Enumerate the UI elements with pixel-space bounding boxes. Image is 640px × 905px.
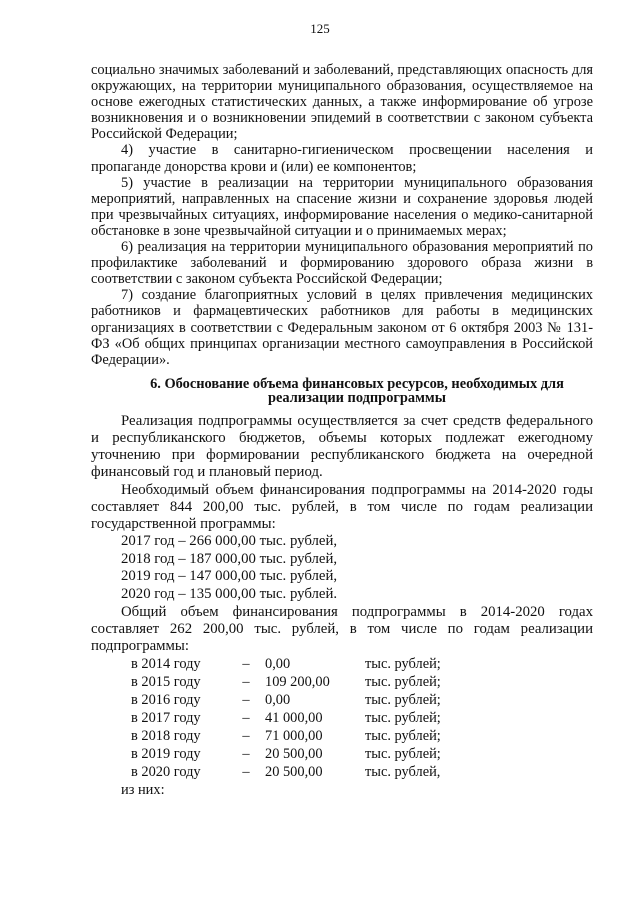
- yearly-funding-item: 2020 год – 135 000,00 тыс. рублей.: [121, 585, 338, 602]
- paragraph-item-5: 5) участие в реализации на территории муниципального образования мероприятий, направленных на спасение жизни и сохранение здоровья людей при чрезвычайных ситуациях, информирование населения о медико-санитарной обстановке в зоне чрезвычайной ситуации и о принимаемых мерах;: [91, 174, 593, 239]
- financing-dash: –: [242, 764, 250, 781]
- financing-amount: 20 500,00: [265, 746, 323, 763]
- paragraph-funding-volume: Необходимый объем финансирования подпрограммы на 2014-2020 годы составляет 844 200,00 тыс. рублей, в том числе по годам реализации государственной программы:: [91, 481, 593, 532]
- footer-text: из них:: [121, 782, 165, 799]
- yearly-funding-list: [91, 533, 593, 603]
- financing-year: в 2019 году: [131, 746, 201, 763]
- financing-unit: тыс. рублей;: [365, 746, 441, 763]
- page-number: 125: [310, 21, 330, 36]
- financing-row: [91, 763, 593, 781]
- financing-row: [91, 745, 593, 763]
- financing-dash: –: [242, 710, 250, 727]
- financing-dash: –: [242, 674, 250, 691]
- financing-amount: 0,00: [265, 692, 291, 709]
- financing-amount: 41 000,00: [265, 710, 323, 727]
- paragraph-continuation: социально значимых заболеваний и заболеваний, представляющих опасность для окружающих, на территории муниципального образования, осуществляемое на основе ежегодных статистических данных, а также информирование об угрозе возникновения и о возникновении эпидемий в соответствии с законом субъекта Российской Федерации;: [91, 62, 593, 143]
- financing-unit: тыс. рублей;: [365, 674, 441, 691]
- financing-year: в 2020 году: [131, 764, 201, 781]
- financing-amount: 0,00: [265, 656, 291, 673]
- financing-row: [91, 691, 593, 709]
- financing-unit: тыс. рублей;: [365, 692, 441, 709]
- financing-unit: тыс. рублей;: [365, 710, 441, 727]
- financing-unit: тыс. рублей;: [365, 728, 441, 745]
- section-heading-line2: реализации подпрограммы: [268, 389, 446, 406]
- financing-amount: 71 000,00: [265, 728, 323, 745]
- section-heading: [91, 377, 593, 405]
- yearly-funding-item: 2018 год – 187 000,00 тыс. рублей,: [121, 550, 338, 567]
- section-heading-line1: 6. Обоснование объема финансовых ресурсов, необходимых для: [150, 375, 564, 392]
- financing-row: [91, 709, 593, 727]
- financing-year: в 2014 году: [131, 656, 201, 673]
- financing-dash: –: [242, 692, 250, 709]
- yearly-funding-item: 2019 год – 147 000,00 тыс. рублей,: [121, 568, 338, 585]
- paragraph-item-7: 7) создание благоприятных условий в целях привлечения медицинских работников и фармацевтических работников для работы в медицинских организациях в соответствии с Федеральным законом от 6 октября 2003 № 131-ФЗ «Об общих принципах организации местного самоуправления в Российской Федерации».: [91, 287, 593, 368]
- paragraph-total-funding: Общий объем финансирования подпрограммы в 2014-2020 годах составляет 262 200,00 тыс. рублей, в том числе по годам реализации подпрограммы:: [91, 603, 593, 654]
- paragraph-item-4: 4) участие в санитарно-гигиеническом просвещении населения и пропаганде донорства крови и (или) ее компонентов;: [91, 142, 593, 175]
- paragraph-item-6: 6) реализация на территории муниципального образования мероприятий по профилактике заболеваний и формированию здорового образа жизни в соответствии с законом субъекта Российской Федерации;: [91, 239, 593, 288]
- financing-table: [91, 655, 593, 781]
- financing-unit: тыс. рублей,: [365, 764, 441, 781]
- financing-dash: –: [242, 728, 250, 745]
- document-body: [91, 62, 593, 799]
- financing-dash: –: [242, 656, 250, 673]
- financing-year: в 2016 году: [131, 692, 201, 709]
- paragraph-funding-sources: Реализация подпрограммы осуществляется за счет средств федерального и республиканского бюджетов, объемы которых подлежат ежегодному уточнению при формировании республиканского бюджета на очередной финансовый год и плановый период.: [91, 412, 593, 481]
- financing-row: [91, 673, 593, 691]
- financing-year: в 2017 году: [131, 710, 201, 727]
- financing-unit: тыс. рублей;: [365, 656, 441, 673]
- financing-amount: 20 500,00: [265, 764, 323, 781]
- financing-amount: 109 200,00: [265, 674, 330, 691]
- financing-row: [91, 727, 593, 745]
- financing-dash: –: [242, 746, 250, 763]
- financing-year: в 2018 году: [131, 728, 201, 745]
- financing-year: в 2015 году: [131, 674, 201, 691]
- financing-row: [91, 655, 593, 673]
- yearly-funding-item: 2017 год – 266 000,00 тыс. рублей,: [121, 533, 338, 550]
